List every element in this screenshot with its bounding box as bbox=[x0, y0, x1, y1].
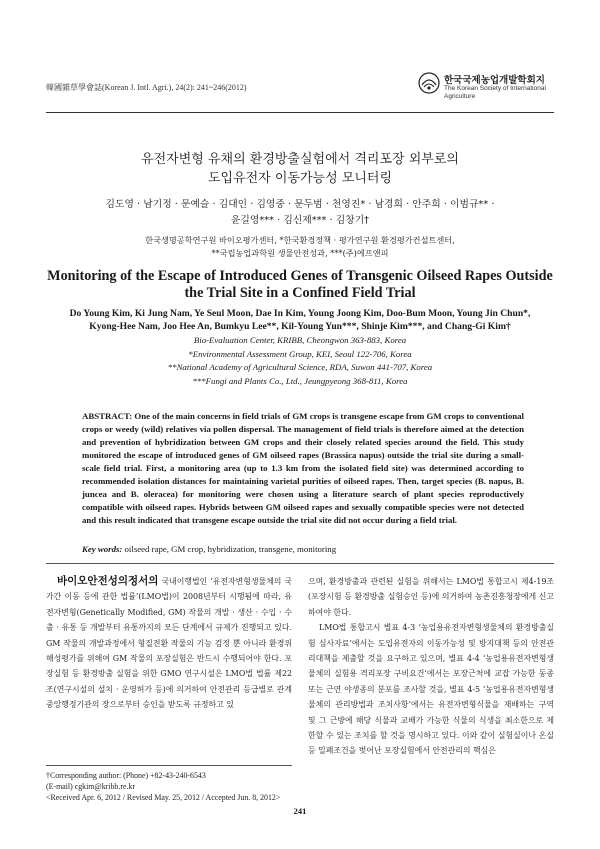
society-name-en: The Korean Society of International Agriculture bbox=[444, 85, 546, 100]
society-emblem-icon bbox=[418, 72, 440, 94]
korean-title bbox=[46, 150, 554, 188]
abstract bbox=[82, 410, 524, 527]
english-affiliation-line: Bio-Evaluation Center, KRIBB, Cheongwon 363-883, Korea bbox=[193, 335, 407, 345]
korean-affiliation-line: 한국생명공학연구원 바이오평가센터, *한국환경정책 · 평가연구원 환경평가컨설트센터, bbox=[145, 235, 455, 245]
english-affiliation-line: *Environmental Assessment Group, KEI, Seoul 122-706, Korea bbox=[188, 348, 412, 359]
english-title bbox=[46, 268, 554, 302]
korean-title-line: 도입유전자 이동가능성 모니터링 bbox=[207, 171, 393, 186]
korean-title-line: 유전자변형 유채의 환경방출실험에서 격리포장 외부로의 bbox=[141, 152, 459, 167]
body-paragraph: LMO법 통합고시 별표 4-3 ‘농업용유전자변형생물체의 환경방출실험 심사자료’에서는 도입유전자의 이동가능성 및 방지대책 등의 안전관리대책을 제출할 것을 요구하고 있으며, 별표 4-4 ‘농업용유전자변형생물체의 실험용 격리포장 구비요건’에서는 포장근처에 교잡 가능한 동종 또는 근연 야생종의 분포를 조사할 것을, 별표 4-5 ‘농업용유전자변형생물체의 관리방법과 조치사항’에서는 유전자변형식물을 재배하는 구역 및 그 근방에 해당 식물과 교배가 가능한 식물의 식생을 최소한으로 제한할 수 있는 조치를 할 것을 명시하고 있다. 이와 같이 실험실이나 온실 등 밀폐조건을 벗어난 포장실험에서 안전관리의 핵심은 bbox=[308, 623, 554, 756]
english-affiliation-line: ***Fungi and Plants Co., Ltd., Jeungpyeong 368-811, Korea bbox=[192, 375, 408, 386]
english-authors-line: Do Young Kim, Ki Jung Nam, Ye Seul Moon, Dae In Kim, Young Joong Kim, Doo-Bum Moon, Young Jin Chun*, bbox=[69, 308, 531, 319]
corresponding-author-phone: †Corresponding author: (Phone) +82-43-240-6543 bbox=[46, 771, 206, 780]
abstract-label: ABSTRACT: bbox=[82, 411, 133, 421]
body-text: 국내이행법인 ‘유전자변형생물체의 국가간 이동 등에 관한 법률’(LMO법)이 2008년부터 시행됨에 따라, 유전자변형(Genetically Modified, GM) 작물의 개발 · 생산 · 수입 · 수출 · 유통 등 개발부터 유통까지의 모든 단계에서 규제가 진행되고 있다. GM 작물의 개발과정에서 형질전환 작물의 기능 검정 뿐 아니라 환경위해성평가를 위해여 GM 작물의 포장실험은 반드시 수행되어야 한다. 포장실험 등 환경방출 실험을 위한 GMO 연구시설은 LMO법 법률 제22조(연구시설의 설치 · 운영허가 등)에 의거하여 안전관리 등급별로 관계중앙행정기관의 장으로부터 승인을 받도록 규정하고 있 bbox=[46, 577, 292, 710]
korean-authors-line: 윤길영*** · 김신제*** · 김창기† bbox=[230, 215, 370, 226]
english-affiliations bbox=[66, 334, 534, 388]
body-column-right bbox=[308, 574, 554, 759]
keywords-text: oilseed rape, GM crop, hybridization, transgene, monitoring bbox=[124, 544, 337, 554]
korean-affiliations bbox=[66, 234, 534, 260]
society-name-ko: 한국국제농업개발학회지 bbox=[444, 75, 545, 86]
english-title-line: the Trial Site in a Confined Field Trial bbox=[184, 285, 416, 301]
page-number: 241 bbox=[293, 806, 307, 816]
abstract-text: One of the main concerns in field trials of GM crops is transgene escape from GM crops to conventional crops or weedy (wild) relatives via pollen dispersal. The management of field trials is therefore aimed at the detection and prevention of hybridization between GM crops and their closely related species around the field. This study monitored the escape of introduced genes of GM oilseed rapes (Brassica napus) outside the trial site during a small-scale field trial. First, a monitoring area (up to 1.3 km from the isolated field site) was determined according to recommended isolation distances for maintaining varietal purities of oilseed rapes. Then, target species (B. napus, B. juncea and B. oleracea) for monitoring were chosen using a literature search of plant species reproductively compatible with oilseed rapes. Hybrids between GM oilseed rapes and sexually compatible species were not detected and this result indicated that transgene escape outside the trial site did not occur during a field trial. bbox=[82, 411, 524, 525]
corresponding-author-email: (E-mail) cgkim@kribb.re.kr bbox=[46, 782, 135, 791]
english-title-line: Monitoring of the Escape of Introduced Genes of Transgenic Oilseed Rapes Outside bbox=[47, 268, 553, 284]
journal-reference: 韓國雜草學會誌(Korean J. Intl. Agri.), 24(2): 241~246(2012) bbox=[46, 83, 247, 92]
header-rule bbox=[46, 112, 554, 113]
korean-affiliation-line: **국립농업과학원 생물안전성과, ***(주)에프앤피 bbox=[211, 248, 389, 258]
korean-authors-line: 김도영 · 남기정 · 문예슬 · 김대인 · 김영중 · 문두범 · 천영진* · 남경희 · 안주희 · 이범규** · bbox=[105, 199, 495, 210]
abstract-rule bbox=[46, 563, 554, 564]
footnotes bbox=[46, 770, 302, 803]
body-paragraph bbox=[46, 574, 292, 713]
keywords-label: Key words: bbox=[82, 544, 123, 554]
society-header bbox=[418, 70, 568, 118]
received-dates: <Received Apr. 6, 2012 / Revised May. 25, 2012 / Accepted Jun. 8, 2012> bbox=[46, 793, 281, 802]
english-affiliation-line: **National Academy of Agricultural Science, RDA, Suwon 441-707, Korea bbox=[167, 362, 433, 372]
keywords bbox=[82, 543, 524, 556]
body-paragraph: 으며, 환경방출과 관련된 실험을 위해서는 LMO법 통합고시 제4-19조(포장시험 등 환경방출 실험승인 등)에 의거하여 농촌진흥청장에게 신고하여야 한다. bbox=[308, 577, 554, 617]
english-authors bbox=[46, 307, 554, 333]
body-column-left bbox=[46, 574, 292, 713]
footnote-rule bbox=[46, 765, 292, 766]
korean-authors bbox=[66, 197, 534, 229]
english-authors-line: Kyong-Hee Nam, Joo Hee An, Bumkyu Lee**, Kil-Young Yun***, Shinje Kim***, and Chang-Gi Kim† bbox=[89, 321, 511, 332]
body-lead-word: 바이오안전성의정서의 bbox=[57, 575, 159, 587]
